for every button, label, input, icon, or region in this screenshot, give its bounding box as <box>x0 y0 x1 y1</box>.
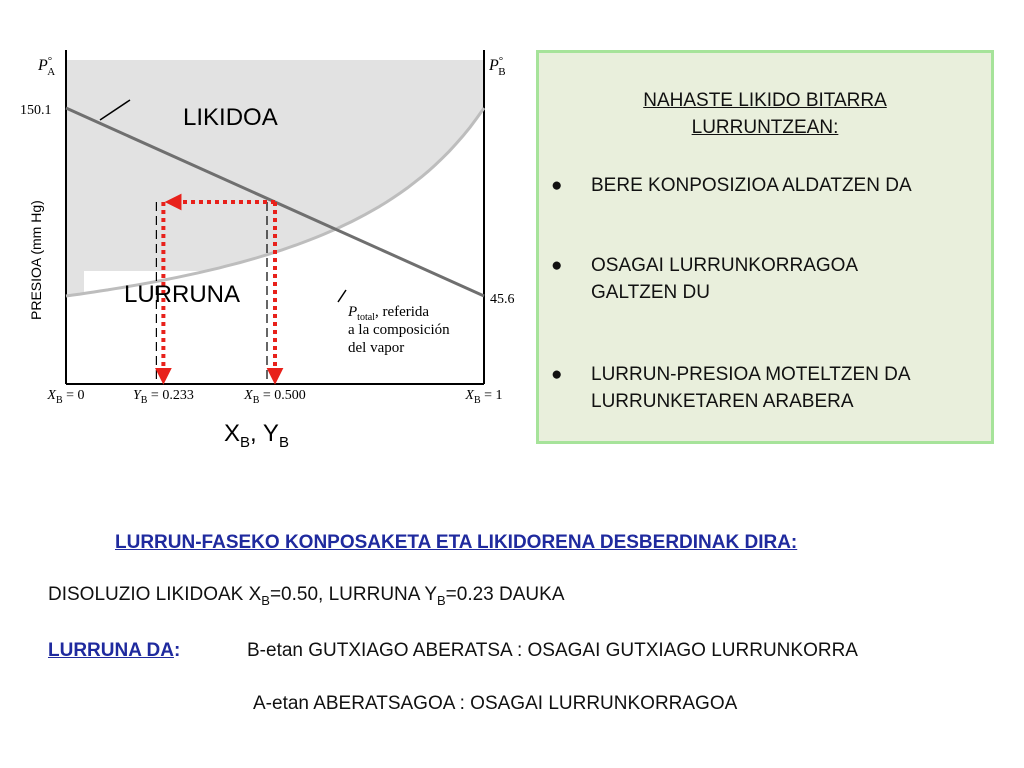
bullet-dot: ● <box>551 364 563 385</box>
summary-line-3: A-etan ABERATSAGOA : OSAGAI LURRUNKORRAGOA <box>253 693 738 714</box>
right-axis-label: P° B <box>489 55 506 78</box>
summary-line-1: DISOLUZIO LIKIDOAK $X_B=0.50$, LURRUNA $Y_B=0.23$ DAUKA <box>48 584 565 608</box>
ptotal-annotation: $P_{total}$, referida a la composición del vapor <box>348 304 450 356</box>
tick-label: $Y_B = 0.233$ <box>132 388 194 406</box>
left-axis-label: P° A <box>38 55 56 78</box>
tick-label: $X_B = 0$ <box>47 388 85 406</box>
summary-heading: LURRUN-FASEKO KONPOSAKETA ETA LIKIDORENA DESBERDINAK DIRA: <box>115 532 798 553</box>
info-panel-title: NAHASTE LIKIDO BITARRA LURRUNTZEAN: <box>643 90 887 138</box>
bullet-dot: ● <box>551 255 563 276</box>
y-axis-title: PRESIOA (mm Hg) <box>28 200 44 320</box>
summary-line-2-label: LURRUNA DA: <box>48 640 181 661</box>
tick-label: $X_B = 1$ <box>465 388 503 406</box>
summary-line-2: B-etan GUTXIAGO ABERATSA : OSAGAI GUTXIAGO LURRUNKORRA <box>247 640 858 661</box>
pb-value-label: 45.6 <box>490 292 515 307</box>
x-tick-labels <box>46 388 502 406</box>
x-axis-title: $X_B$, $Y_B$ <box>224 420 289 451</box>
liquid-region-label: LIKIDOA <box>183 104 278 131</box>
vapor-region-label: LURRUNA <box>124 281 241 308</box>
pa-value-label: 150.1 <box>20 103 52 118</box>
info-panel: NAHASTE LIKIDO BITARRA LURRUNTZEAN: ● BERE KONPOSIZIOA ALDATZEN DA ● OSAGAI LURRUNKORRAGOA GALTZEN DU ● LURRUN-PRESIOA MOTELTZEN DA LURRUNKETAREN ARABERA <box>536 50 994 444</box>
bullet-dot: ● <box>551 175 563 196</box>
tick-label: $X_B = 0.500$ <box>244 388 306 406</box>
